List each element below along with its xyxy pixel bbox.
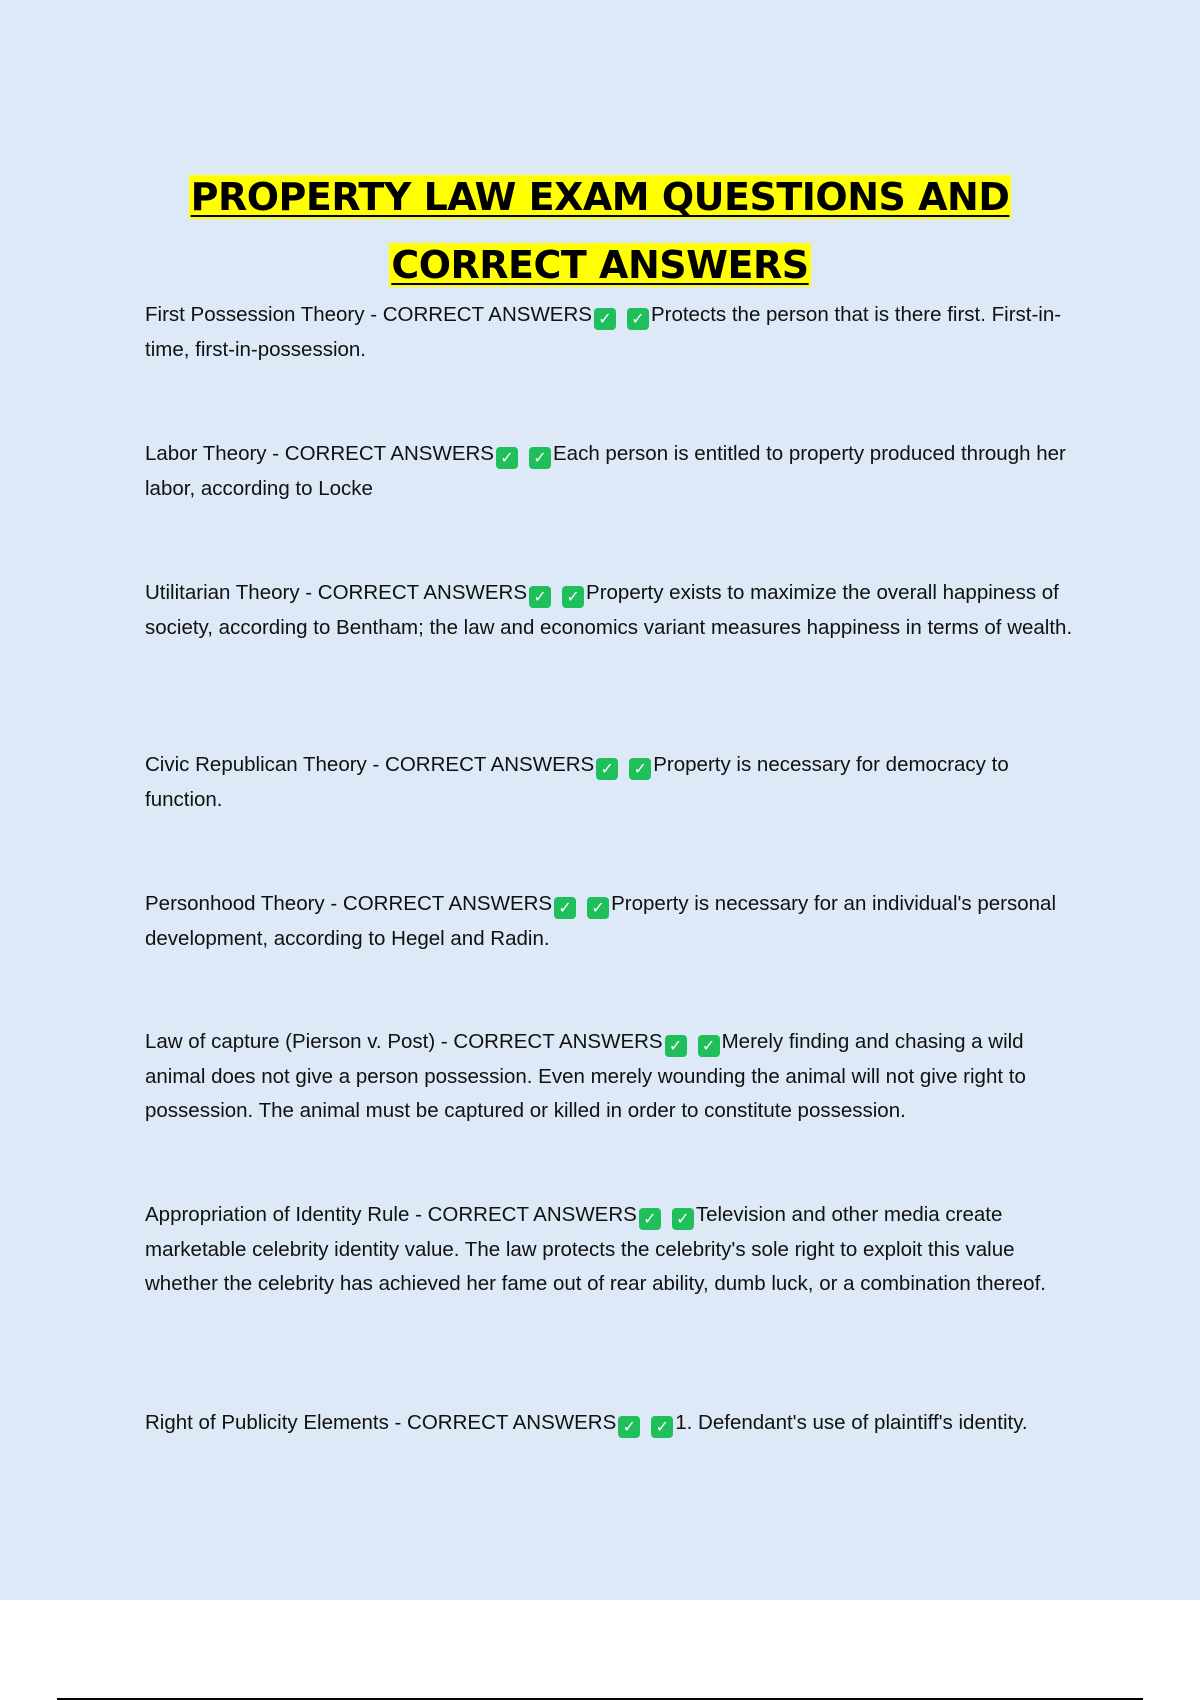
entry-civic-republican: Civic Republican Theory - CORRECT ANSWERS ✓ ✓ Property is necessary for democracy to function. <box>145 753 1009 811</box>
check-mark-icon: ✓ <box>587 897 609 919</box>
entry-answer: 1. Defendant's use of plaintiff's identity. <box>675 1411 1028 1434</box>
check-mark-icon: ✓ <box>529 447 551 469</box>
entry-term: Right of Publicity Elements <box>145 1411 389 1434</box>
entry-utilitarian-theory: Utilitarian Theory - CORRECT ANSWERS ✓ ✓ Property exists to maximize the overall happiness of society, according to Bentham; the law and economics variant measures happiness in terms of wealth. <box>145 581 1073 639</box>
check-mark-icon: ✓ <box>698 1035 720 1057</box>
check-mark-icon: ✓ <box>618 1416 640 1438</box>
answer-label: CORRECT ANSWERS <box>284 442 494 465</box>
check-mark-icon: ✓ <box>529 586 551 608</box>
entry-term: Civic Republican Theory <box>145 753 367 776</box>
check-mark-icon: ✓ <box>496 447 518 469</box>
title-line-2: CORRECT ANSWERS <box>391 243 809 288</box>
entry-term: First Possession Theory <box>145 303 365 326</box>
check-mark-icon: ✓ <box>639 1208 661 1230</box>
check-mark-icon: ✓ <box>554 897 576 919</box>
entry-labor-theory: Labor Theory - CORRECT ANSWERS ✓ ✓ Each person is entitled to property produced through her labor, according to Locke <box>145 442 1066 500</box>
entry-answer: Each person is entitled to property produced through her labor, according to Locke <box>145 442 1066 500</box>
entry-term: Personhood Theory <box>145 892 325 915</box>
document-title <box>0 163 1200 299</box>
answer-label: CORRECT ANSWERS <box>407 1411 617 1434</box>
entry-first-possession: First Possession Theory - CORRECT ANSWERS ✓ ✓ Protects the person that is there first. First-in-time, first-in-possession. <box>145 303 1062 361</box>
answer-label: CORRECT ANSWERS <box>342 892 553 915</box>
title-line-1: PROPERTY LAW EXAM QUESTIONS AND <box>190 175 1010 220</box>
entry-term: Utilitarian Theory <box>145 581 300 604</box>
entry-answer: Property is necessary for an individual's personal development, according to Hegel and Radin. <box>145 892 1057 950</box>
entry-answer: Merely finding and chasing a wild animal does not give a person possession. Even merely wounding the animal will not give right to possession. The animal must be captured or killed in order to constitute possession. <box>145 1030 1026 1122</box>
entry-right-of-publicity: Right of Publicity Elements - CORRECT ANSWERS ✓ ✓ 1. Defendant's use of plaintiff's identity. <box>145 1411 1028 1436</box>
check-mark-icon: ✓ <box>596 758 618 780</box>
check-mark-icon: ✓ <box>672 1208 694 1230</box>
entry-answer: Property exists to maximize the overall happiness of society, according to Bentham; the law and economics variant measures happiness in terms of wealth. <box>145 581 1073 639</box>
answer-label: CORRECT ANSWERS <box>427 1203 637 1226</box>
entry-term: Law of capture (Pierson v. Post) <box>145 1030 436 1053</box>
entry-personhood-theory: Personhood Theory - CORRECT ANSWERS ✓ ✓ Property is necessary for an individual's personal development, according to Hegel and Radin. <box>145 892 1057 950</box>
answer-label: CORRECT ANSWERS <box>385 753 595 776</box>
check-mark-icon: ✓ <box>627 308 649 330</box>
check-mark-icon: ✓ <box>594 308 616 330</box>
check-mark-icon: ✓ <box>665 1035 687 1057</box>
answer-label: CORRECT ANSWERS <box>317 581 528 604</box>
entry-term: Labor Theory <box>145 442 267 465</box>
entry-term: Appropriation of Identity Rule <box>145 1203 410 1226</box>
answer-label: CORRECT ANSWERS <box>453 1030 663 1053</box>
entry-answer: Property is necessary for democracy to function. <box>145 753 1009 811</box>
entry-law-of-capture: Law of capture (Pierson v. Post) - CORRECT ANSWERS ✓ ✓ Merely finding and chasing a wild animal does not give a person possession. Even merely wounding the animal will not give right to possession. The animal must be captured or killed in order to constitute possession. <box>145 1030 1026 1122</box>
check-mark-icon: ✓ <box>651 1416 673 1438</box>
answer-label: CORRECT ANSWERS <box>382 303 592 326</box>
check-mark-icon: ✓ <box>562 586 584 608</box>
entry-answer: Protects the person that is there first. First-in-time, first-in-possession. <box>145 303 1062 361</box>
check-mark-icon: ✓ <box>629 758 651 780</box>
entry-appropriation-of-identity: Appropriation of Identity Rule - CORRECT ANSWERS ✓ ✓ Television and other media create marketable celebrity identity value. The law protects the celebrity's sole right to exploit this value whether the celebrity has achieved her fame out of rear ability, dumb luck, or a combination thereof. <box>145 1203 1046 1295</box>
entry-answer: Television and other media create marketable celebrity identity value. The law protects the celebrity's sole right to exploit this value whether the celebrity has achieved her fame out of rear ability, dumb luck, or a combination thereof. <box>145 1203 1046 1295</box>
